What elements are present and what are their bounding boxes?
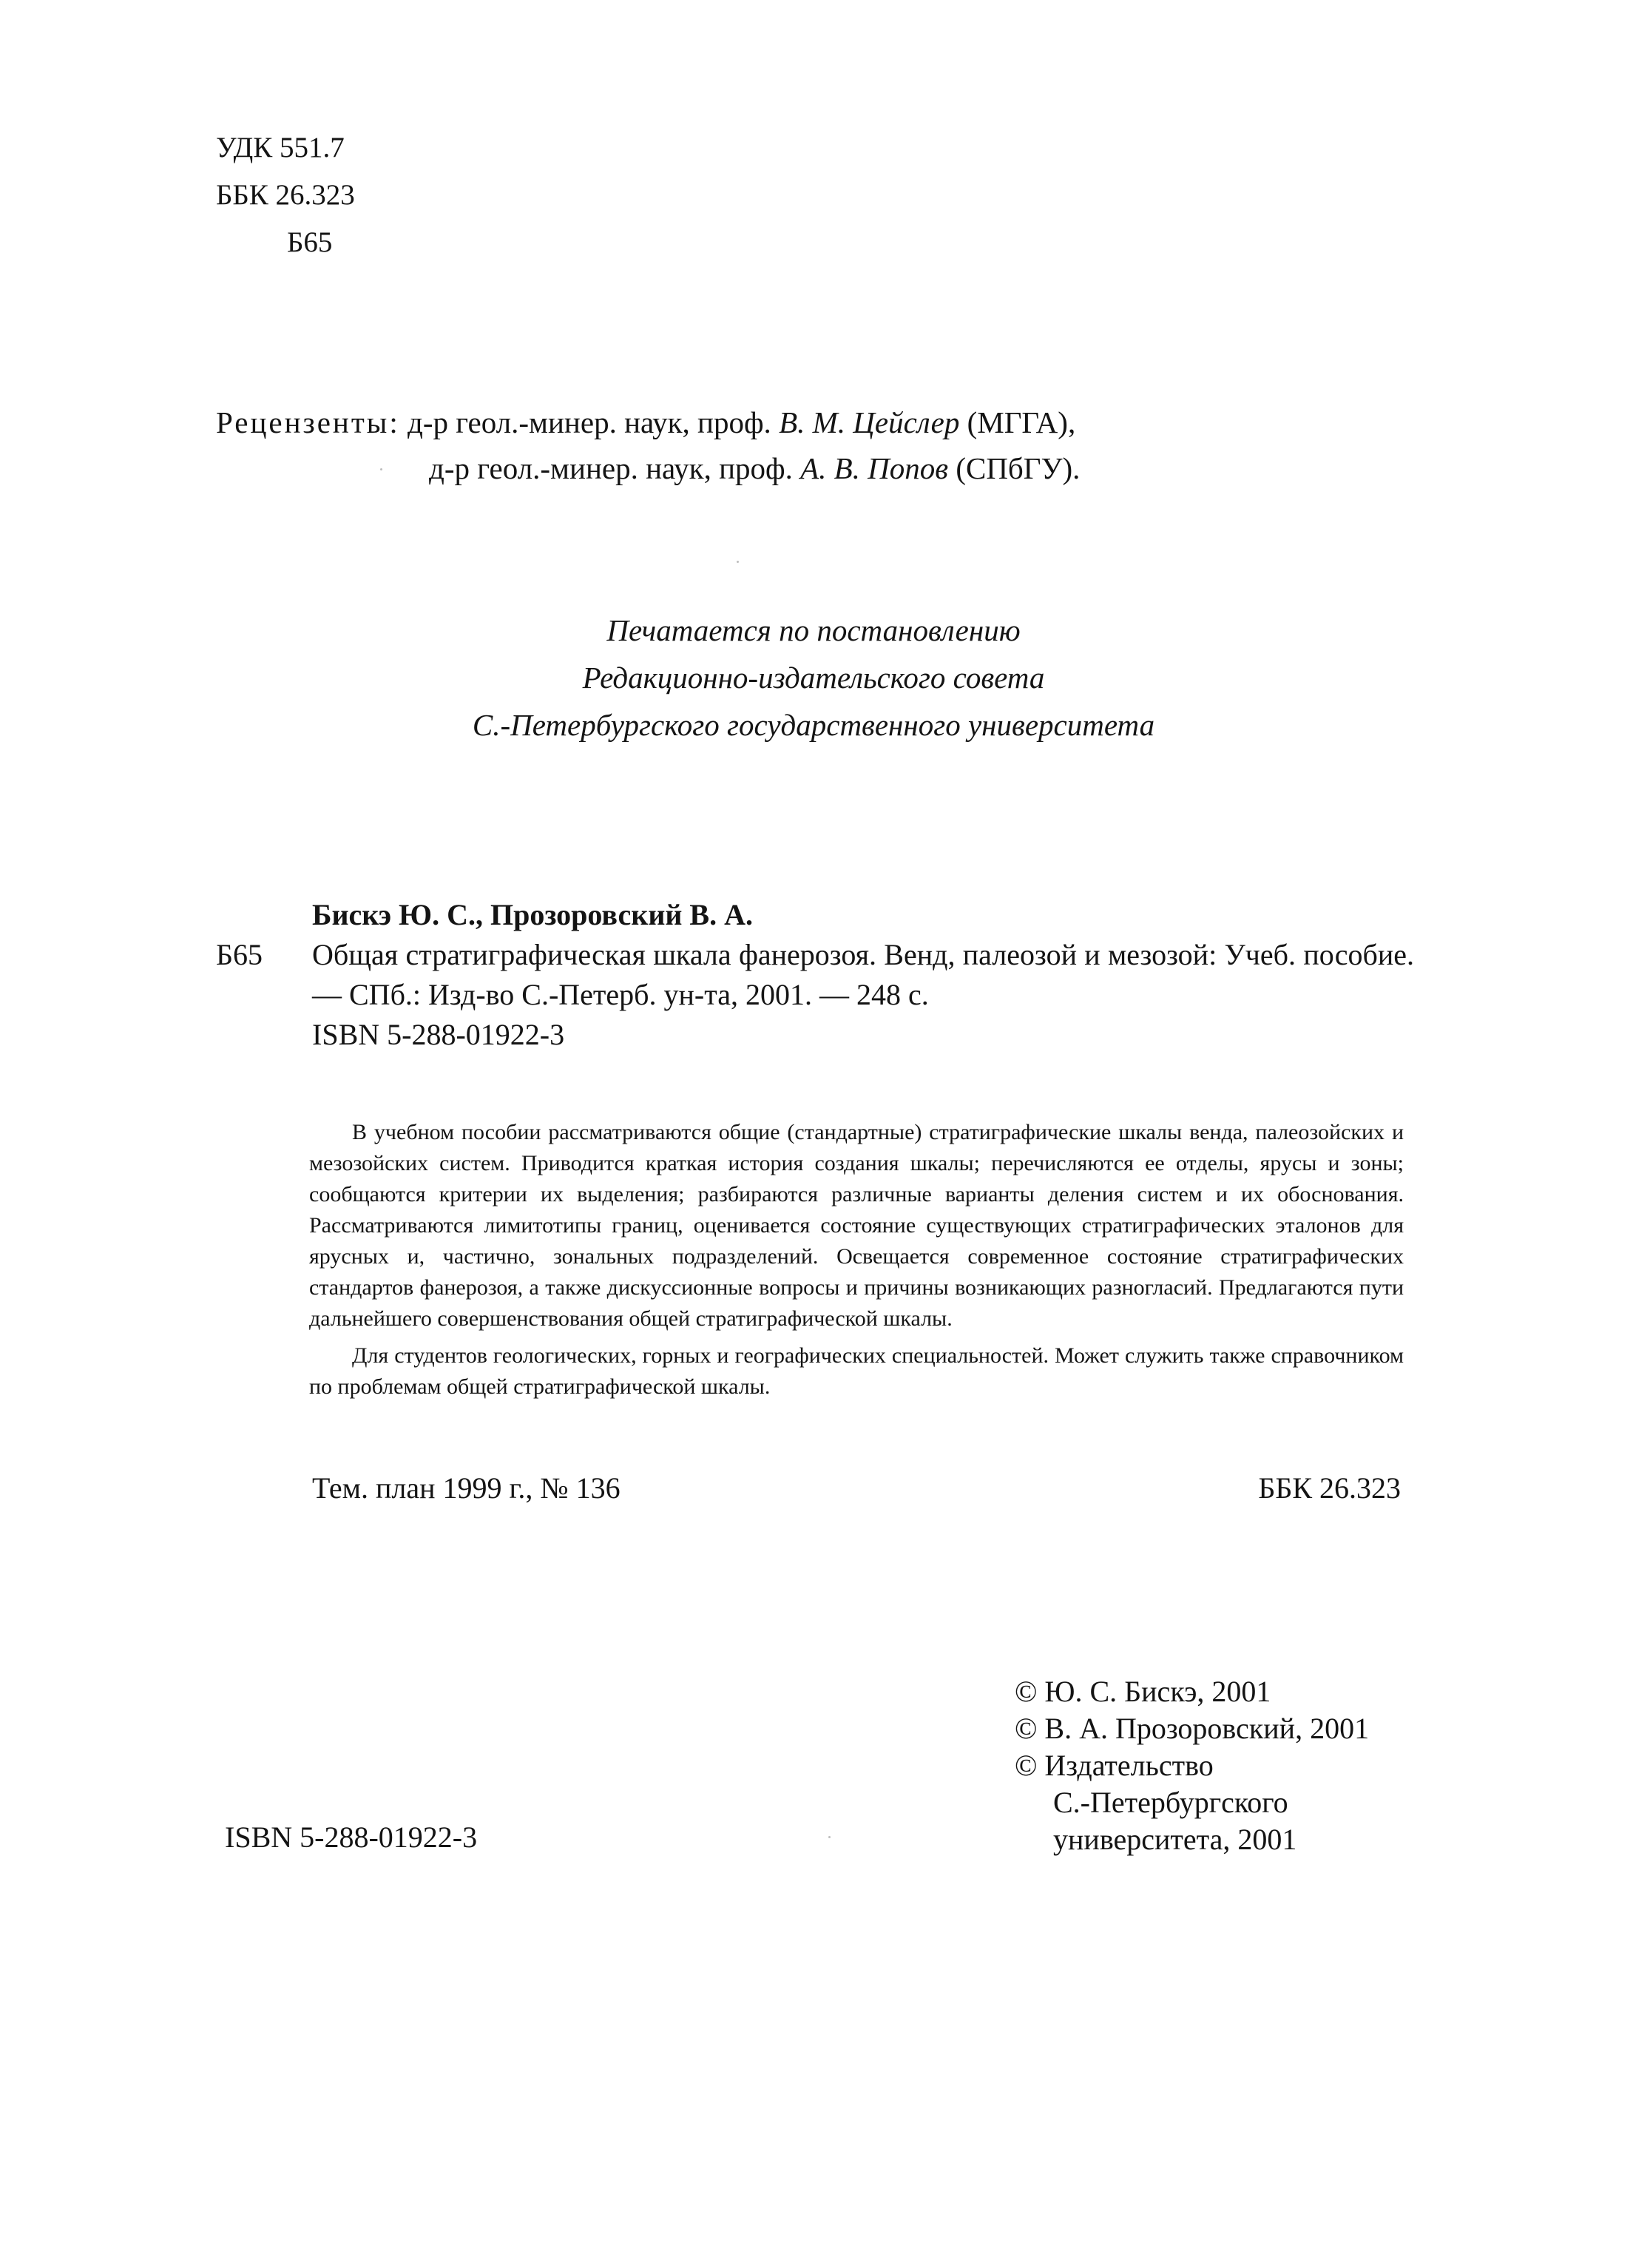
scan-speck: [828, 1836, 831, 1838]
approval-line-3: С.-Петербургского государственного университета: [472, 708, 1155, 742]
reviewer-row-1: [216, 399, 1080, 445]
reviewer-2-name: А. В. Попов: [800, 451, 949, 485]
plan-line: [312, 1471, 1401, 1505]
annotation: [309, 1117, 1404, 1408]
bibliographic-entry: [216, 935, 1414, 1015]
reviewers-label: Рецензенты:: [216, 405, 400, 439]
reviewer-2-degree: д-р геол.-минер. наук, проф.: [429, 451, 793, 485]
copyright-publisher-line-2: С.-Петербургского: [1053, 1786, 1288, 1819]
reviewer-1-org: (МГГА),: [967, 405, 1076, 439]
reviewer-1-degree: д-р геол.-минер. наук, проф.: [407, 405, 771, 439]
reviewer-row-2: [216, 445, 1080, 491]
thematic-plan: Тем. план 1999 г., № 136: [312, 1471, 621, 1505]
udk-code: УДК 551.7: [216, 132, 345, 163]
entry-isbn: ISBN 5-288-01922-3: [312, 1018, 565, 1051]
approval-line-1: Печатается по постановлению: [606, 613, 1021, 647]
plan-bbk: ББК 26.323: [1258, 1471, 1401, 1505]
scan-speck: [737, 561, 739, 563]
annotation-paragraph-2: Для студентов геологических, горных и географических специальностей. Может служить также справочником по проблемам общей стратиграфической шкалы.: [309, 1343, 1404, 1399]
classification-block: [216, 124, 355, 266]
entry-code: Б65: [216, 938, 263, 971]
isbn-bottom: ISBN 5-288-01922-3: [225, 1820, 478, 1854]
bibliographic-record: [216, 895, 1414, 1055]
copyright-block: [1015, 1673, 1369, 1858]
authors: Бискэ Ю. С., Прозоровский В. А.: [312, 898, 753, 931]
reviewer-2-org: (СПбГУ).: [956, 451, 1081, 485]
approval-line-2: Редакционно-издательского совета: [582, 661, 1045, 695]
copyright-publisher-line-3: университета, 2001: [1053, 1823, 1297, 1856]
reviewers-block: [216, 399, 1080, 491]
copyright-author-1: © Ю. С. Бискэ, 2001: [1015, 1675, 1271, 1708]
bbk-code: ББК 26.323: [216, 179, 355, 211]
copyright-publisher: © Издательство: [1015, 1749, 1214, 1782]
reviewer-1-name: В. М. Цейслер: [779, 405, 960, 439]
author-sign: Б65: [287, 226, 333, 258]
approval-note: [370, 607, 1257, 749]
book-description: Общая стратиграфическая шкала фанерозоя. Венд, палеозой и мезозой: Учеб. пособие. — СПб.: Изд-во С.-Петерб. ун-та, 2001. — 248 с.: [312, 938, 1414, 1011]
copyright-author-2: © В. А. Прозоровский, 2001: [1015, 1712, 1370, 1745]
scan-speck: [380, 468, 382, 470]
annotation-paragraph-1: В учебном пособии рассматриваются общие (стандартные) стратиграфические шкалы венда, палеозойских и мезозойских систем. Приводится краткая история создания шкалы; перечисляются ее отделы, ярусы и зоны; сообщаются критерии их выделения; разбираются различные варианты деления систем и их обоснования. Рассматриваются лимитотипы границ, оценивается состояние существующих стратиграфических эталонов для ярусных и, частично, зональных подразделений. Освещается современное состояние стратиграфических стандартов фанерозоя, а также дискуссионные вопросы и причины возникающих разногласий. Предлагаются пути дальнейшего совершенствования общей стратиграфической шкалы.: [309, 1120, 1404, 1331]
